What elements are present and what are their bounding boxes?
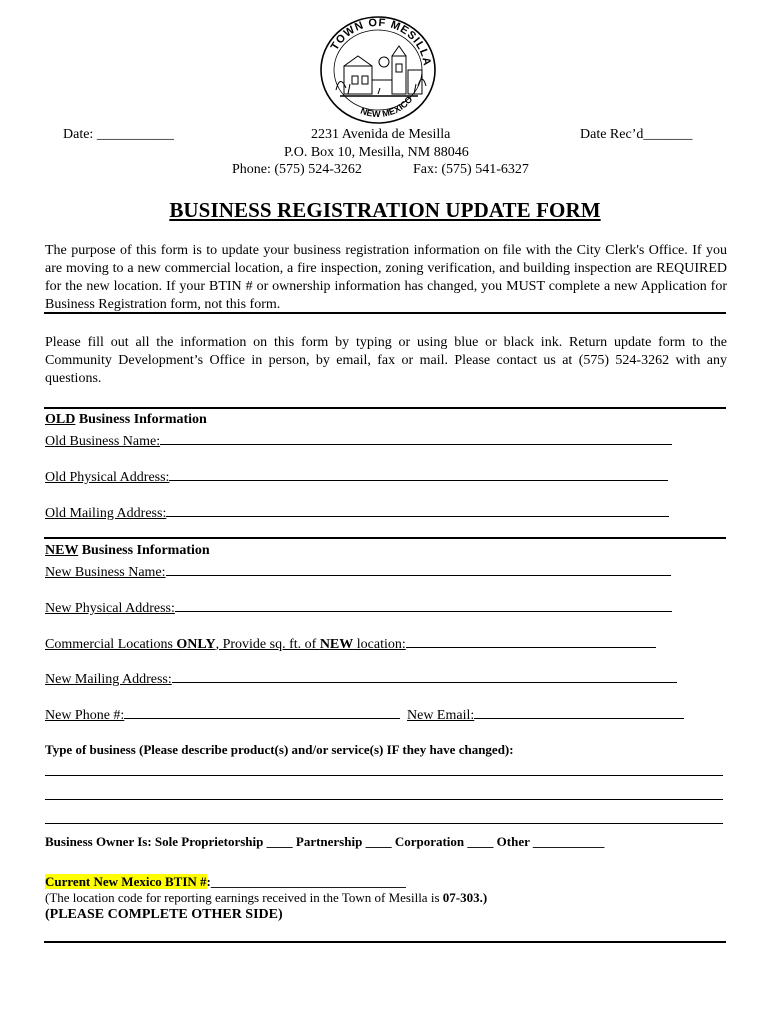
new-mailing-address-input[interactable]: [172, 669, 677, 683]
location-code-note-text: (The location code for reporting earnings received in the Town of Mesilla is: [45, 890, 443, 905]
divider: [44, 537, 726, 539]
location-code: 07-303.): [442, 890, 488, 905]
date-received-field[interactable]: Date Rec’d_______: [580, 127, 693, 142]
location-code-note: [45, 889, 487, 907]
commercial-sqft-label: [45, 637, 406, 652]
address-line-2: P.O. Box 10, Mesilla, NM 88046: [284, 145, 469, 160]
divider: [44, 407, 726, 409]
btin-input[interactable]: :______________________________: [206, 874, 406, 889]
seal-bottom-text: NEW MEXICO: [359, 94, 415, 120]
old-physical-address-field[interactable]: [45, 467, 668, 487]
phone-number: Phone: (575) 524-3262: [232, 162, 362, 177]
business-type-line-2[interactable]: [45, 799, 723, 800]
commercial-only-text: ONLY: [176, 637, 216, 652]
old-heading-key: OLD: [45, 412, 76, 427]
old-physical-address-input[interactable]: [169, 467, 668, 481]
new-email-input[interactable]: [474, 705, 684, 719]
commercial-new-text: NEW: [319, 637, 354, 652]
instructions-paragraph: Please fill out all the information on this form by typing or using blue or black ink. Return update form to the Community Development’s Office in person, by email, fax or mail. Please contact us at (575) 524-3262 with any questions.: [45, 335, 727, 386]
business-owner-type-field[interactable]: Business Owner Is: Sole Proprietorship ____ Partnership ____ Corporation ____ Other ___________: [45, 834, 605, 849]
new-section-heading: [45, 542, 210, 560]
fax-number: Fax: (575) 541-6327: [413, 162, 529, 177]
svg-text:TOWN OF MESILLA: [329, 17, 433, 68]
intro-paragraph: The purpose of this form is to update your business registration information on file with the City Clerk's Office. If you are moving to a new commercial location, a fire inspection, zoning verification, and building inspection are REQUIRED for the new location. If your BTIN # or ownership information has changed, you MUST complete a new Application for Business Registration form, not this form.: [45, 243, 727, 312]
business-type-line-1[interactable]: [45, 775, 723, 776]
new-phone-field[interactable]: [45, 705, 400, 725]
new-physical-address-label: New Physical Address:: [45, 601, 175, 616]
business-type-label: Type of business (Please describe product(s) and/or service(s) IF they have changed):: [45, 742, 514, 757]
form-title: BUSINESS REGISTRATION UPDATE FORM: [169, 198, 601, 222]
new-business-name-label: New Business Name:: [45, 565, 166, 580]
new-email-label: New Email:: [407, 708, 475, 723]
old-heading-rest: Business Information: [75, 412, 207, 427]
old-mailing-address-input[interactable]: [166, 503, 669, 517]
new-mailing-address-field[interactable]: [45, 669, 677, 689]
old-physical-address-label: Old Physical Address:: [45, 470, 170, 485]
date-field[interactable]: Date: ___________: [63, 127, 174, 142]
commercial-sqft-field[interactable]: [45, 634, 656, 654]
old-business-name-input[interactable]: [160, 431, 672, 445]
old-business-name-label: Old Business Name:: [45, 434, 161, 449]
commercial-label-part: location:: [353, 637, 406, 652]
divider: [44, 941, 726, 943]
btin-label: Current New Mexico BTIN #: [45, 874, 207, 889]
old-mailing-address-label: Old Mailing Address:: [45, 506, 167, 521]
complete-other-side-note: (PLEASE COMPLETE OTHER SIDE): [45, 907, 283, 922]
new-phone-label: New Phone #:: [45, 708, 125, 723]
commercial-label-part: Commercial Locations: [45, 637, 177, 652]
new-heading-key: NEW: [45, 543, 79, 558]
new-business-name-input[interactable]: [166, 562, 671, 576]
old-mailing-address-field[interactable]: [45, 503, 669, 523]
new-heading-rest: Business Information: [78, 543, 210, 558]
town-seal: [318, 14, 438, 126]
new-physical-address-input[interactable]: [175, 598, 672, 612]
new-phone-input[interactable]: [124, 705, 400, 719]
old-section-heading: [45, 411, 207, 429]
business-type-line-3[interactable]: [45, 823, 723, 824]
old-business-name-field[interactable]: [45, 431, 672, 451]
divider: [44, 312, 726, 314]
new-physical-address-field[interactable]: [45, 598, 672, 618]
commercial-sqft-input[interactable]: [406, 634, 656, 648]
seal-top-text: TOWN OF MESILLA: [328, 16, 433, 68]
commercial-label-part: , Provide sq. ft. of: [215, 637, 320, 652]
new-email-field[interactable]: [407, 705, 684, 725]
address-line-1: 2231 Avenida de Mesilla: [311, 127, 451, 142]
new-business-name-field[interactable]: [45, 562, 671, 582]
new-mailing-address-label: New Mailing Address:: [45, 672, 172, 687]
